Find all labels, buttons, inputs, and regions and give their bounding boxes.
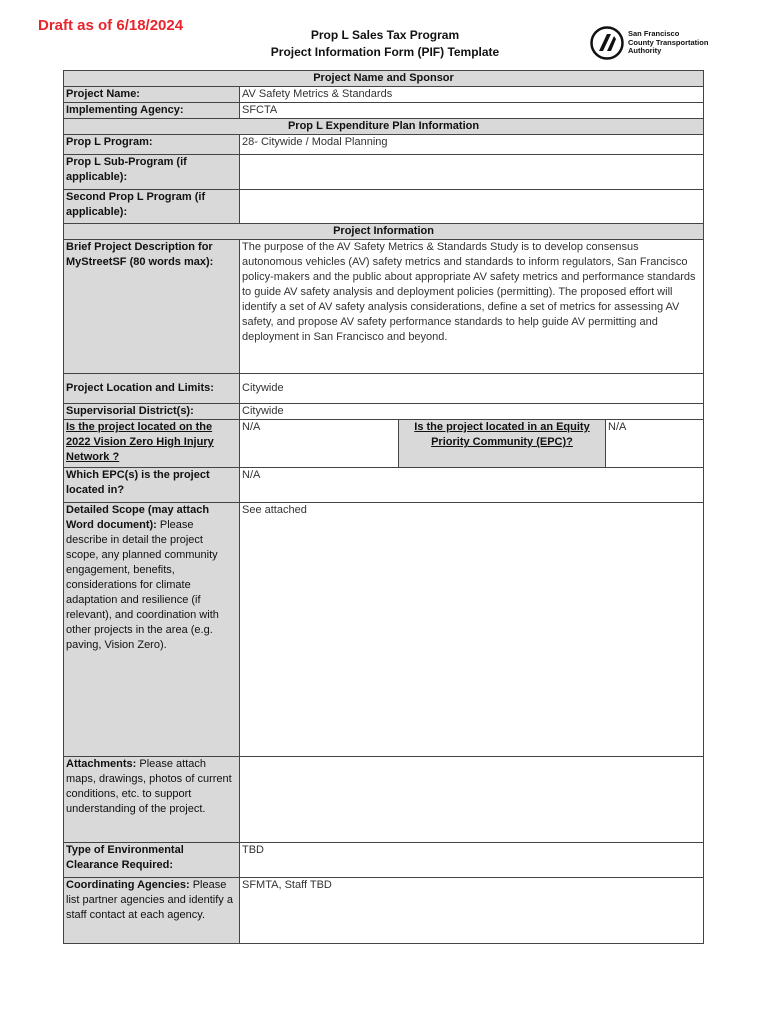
epc-which-row [64,468,704,503]
description-row [64,240,704,374]
title-line-1: Prop L Sales Tax Program [310,28,460,42]
env-clearance-row [64,843,704,878]
logo-line-3: Authority [628,46,662,56]
prop-l-program-row [64,135,704,155]
attachments-field[interactable] [240,757,704,843]
logo-line-1: San Francisco [628,29,680,39]
section-row [64,119,704,135]
sfcta-logo-icon [590,26,624,60]
env-clearance-label: Type of Environmental Clearance Required: [64,843,240,878]
location-field[interactable]: Citywide [240,374,704,404]
page-title [260,27,510,61]
implementing-agency-row [64,103,704,119]
supervisorial-label: Supervisorial District(s): [64,404,240,420]
prop-l-program-label: Prop L Program: [64,135,240,155]
coordinating-label-bold: Coordinating Agencies: [66,879,190,891]
coordinating-row [64,878,704,944]
logo-text [628,30,708,56]
second-program-field[interactable] [240,190,704,224]
section-header-expenditure-plan: Prop L Expenditure Plan Information [64,119,704,135]
second-program-row [64,190,704,224]
sub-program-label: Prop L Sub-Program (if applicable): [64,155,240,190]
hin-epc-row [64,420,704,468]
sfcta-logo [590,26,708,60]
sub-program-field[interactable] [240,155,704,190]
second-program-label: Second Prop L Program (if applicable): [64,190,240,224]
supervisorial-row [64,404,704,420]
section-header-name-sponsor: Project Name and Sponsor [64,71,704,87]
epc-which-label: Which EPC(s) is the project located in? [64,468,240,503]
project-name-field[interactable]: AV Safety Metrics & Standards [240,87,704,103]
description-label: Brief Project Description for MyStreetSF (80 words max): [64,240,240,374]
section-row [64,71,704,87]
coordinating-field[interactable]: SFMTA, Staff TBD [240,878,704,944]
epc-question-field[interactable]: N/A [606,420,704,468]
description-field[interactable]: The purpose of the AV Safety Metrics & Standards Study is to develop consensus autonomous vehicles (AV) safety metrics and standards to inform regulators, San Francisco policy-makers and the public about appropriate AV safety metrics and performance standards to guide AV safety analysis and deployment policies (permitting). The proposed effort will identify a set of AV safety analysis considerations, define a set of metrics for assessing AV safety, and propose AV safety performance standards to help guide AV permitting and deployment in San Francisco and beyond. [240,240,704,374]
scope-field[interactable]: See attached [240,503,704,757]
coordinating-label-help: Please list partner agencies and identify a staff contact at each agency. [66,879,233,921]
logo-line-2: County Transportation [628,37,709,47]
supervisorial-field[interactable]: Citywide [240,404,704,420]
scope-label-bold: Detailed Scope (may attach Word document): [66,504,210,531]
prop-l-program-field[interactable]: 28- Citywide / Modal Planning [240,135,704,155]
project-name-row [64,87,704,103]
implementing-agency-field[interactable]: SFCTA [240,103,704,119]
env-clearance-field[interactable]: TBD [240,843,704,878]
coordinating-label [64,878,240,944]
attachments-label [64,757,240,843]
pif-form-table [63,70,704,944]
epc-question-label: Is the project located in an Equity Priority Community (EPC)? [399,420,606,468]
section-header-project-info: Project Information [64,224,704,240]
hin-field[interactable]: N/A [240,420,399,468]
location-row [64,374,704,404]
location-label: Project Location and Limits: [64,374,240,404]
scope-label [64,503,240,757]
draft-stamp: Draft as of 6/18/2024 [38,17,184,34]
attachments-label-bold: Attachments: [66,758,137,770]
scope-row [64,503,704,757]
epc-which-field[interactable]: N/A [240,468,704,503]
project-name-label: Project Name: [64,87,240,103]
hin-label: Is the project located on the 2022 Vision Zero High Injury Network ? [64,420,240,468]
attachments-row [64,757,704,843]
scope-label-help: Please describe in detail the project scope, any planned community engagement, benefits, considerations for climate adaptation and resilience (if relevant), and coordination with other projects in the area (e.g. paving, Vision Zero). [66,519,219,651]
title-line-2: Project Information Form (PIF) Template [270,45,500,59]
section-row [64,224,704,240]
implementing-agency-label: Implementing Agency: [64,103,240,119]
attachments-label-help: Please attach maps, drawings, photos of current conditions, etc. to support understanding of the project. [66,758,232,815]
sub-program-row [64,155,704,190]
